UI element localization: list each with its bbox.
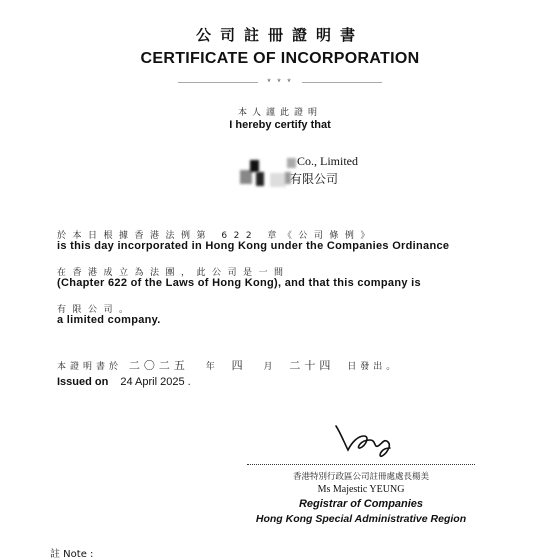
body-line3-chinese: 有限公司。 — [57, 305, 135, 315]
date-year: 二〇二五 — [128, 359, 189, 372]
certify-chinese: 本人謹此證明 — [237, 108, 322, 118]
title-chinese: 公司註冊證明書 — [195, 26, 364, 44]
footer-note: 註 Note : — [50, 549, 94, 560]
body-line1-chinese: 於本日根據香港法例第 622 章《公司條例》 — [57, 231, 376, 241]
body-line2-english: (Chapter 622 of the Laws of Hong Kong), and that this company is — [57, 277, 421, 289]
date-prefix: 本證明書於 — [57, 362, 123, 372]
registrar-region: Hong Kong Special Administrative Region — [255, 513, 467, 525]
date-suffix: 日發出。 — [347, 362, 400, 372]
registrar-title-chinese: 香港特別行政區公司註冊處處長楊美 — [292, 472, 429, 482]
certify-english: I hereby certify that — [229, 119, 331, 131]
issued-label: Issued on — [57, 376, 109, 388]
body-line1-english: is this day incorporated in Hong Kong under the Companies Ordinance — [57, 240, 450, 252]
body-line3-english: a limited company. — [57, 314, 161, 326]
registrar-signature — [330, 418, 400, 460]
company-name-english: Co., Limited — [297, 154, 358, 168]
company-name-chinese: 有限公司 — [290, 172, 339, 186]
divider-right — [302, 82, 382, 83]
issued-value: 24 April 2025 . — [120, 376, 191, 388]
registrar-title-english: Registrar of Companies — [298, 498, 424, 510]
date-month-unit: 月 — [263, 362, 273, 372]
issued-on — [57, 376, 191, 388]
issue-date-chinese — [57, 357, 399, 373]
date-year-unit: 年 — [205, 362, 215, 372]
signature-line — [247, 464, 475, 465]
body-line2-chinese: 在香港成立為法團，此公司是一間 — [57, 268, 290, 278]
date-month: 四 — [231, 359, 247, 372]
title-english: CERTIFICATE OF INCORPORATION — [140, 50, 420, 67]
registrar-name: Ms Majestic YEUNG — [317, 484, 405, 495]
date-day: 二十四 — [289, 359, 335, 372]
ornament-stars: * * * — [267, 77, 293, 87]
